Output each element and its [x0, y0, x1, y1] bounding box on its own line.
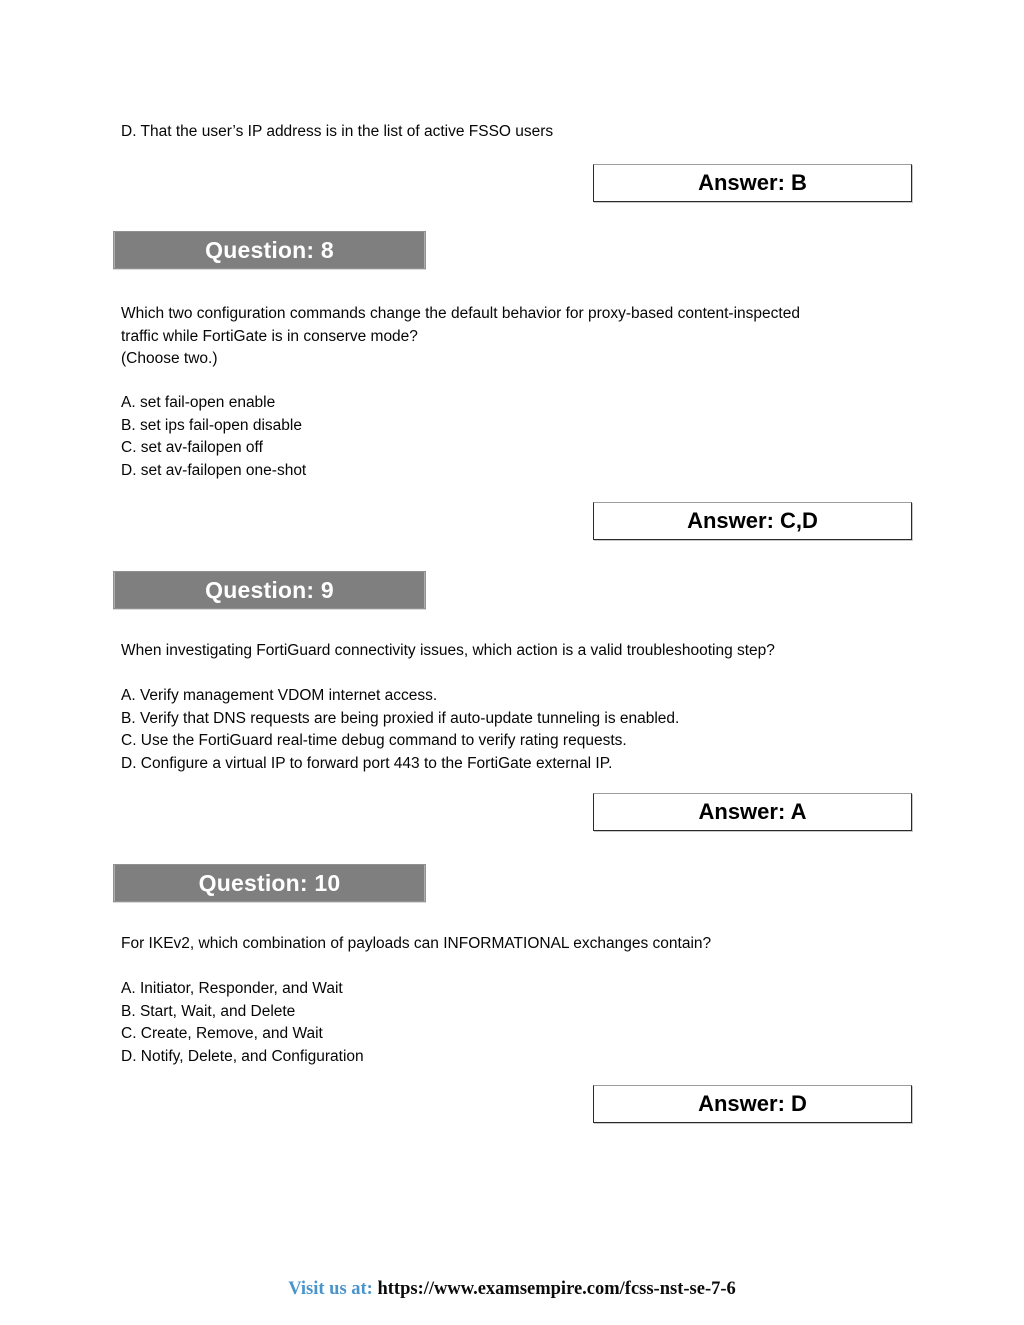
- option-c: C. set av-failopen off: [121, 439, 263, 456]
- option-a: A. set fail-open enable: [121, 394, 276, 411]
- footer-visit-label: Visit us at:: [288, 1279, 373, 1299]
- answer-box-carryover: Answer: B: [593, 164, 912, 202]
- option-d: D. Notify, Delete, and Configuration: [121, 1047, 364, 1065]
- question-8-header: Question: 8: [113, 231, 426, 269]
- footer: [0, 1279, 1024, 1300]
- option-d: D. set av-failopen one-shot: [121, 461, 307, 479]
- question-10-header: Question: 10: [113, 864, 426, 902]
- answer-box-q9: Answer: A: [593, 793, 912, 831]
- footer-url[interactable]: https://www.examsempire.com/fcss-nst-se-7-6: [377, 1279, 736, 1299]
- option-c: C. Create, Remove, and Wait: [121, 1025, 323, 1042]
- option-b: B. set ips fail-open disable: [121, 416, 302, 434]
- question-8-options: [121, 392, 306, 482]
- answer-box-q8: Answer: C,D: [593, 502, 912, 540]
- question-9-options: [121, 685, 679, 775]
- question-10-options: [121, 978, 364, 1068]
- question-9-header: Question: 9: [113, 571, 426, 609]
- question-8-body: [121, 303, 800, 371]
- option-b: B. Start, Wait, and Delete: [121, 1002, 296, 1020]
- carryover-option-d: D. That the user’s IP address is in the list of active FSSO users: [121, 123, 554, 140]
- question-10-body: [121, 933, 711, 956]
- question-text-line: Which two configuration commands change the default behavior for proxy-based content-inspected: [121, 305, 800, 322]
- option-b: B. Verify that DNS requests are being proxied if auto-update tunneling is enabled.: [121, 709, 680, 727]
- question-text-line: For IKEv2, which combination of payloads can INFORMATIONAL exchanges contain?: [121, 935, 712, 952]
- option-c: C. Use the FortiGuard real-time debug command to verify rating requests.: [121, 732, 627, 749]
- option-a: A. Verify management VDOM internet access.: [121, 687, 438, 704]
- question-text-line: traffic while FortiGate is in conserve mode?: [121, 327, 418, 345]
- question-text-line: (Choose two.): [121, 350, 218, 367]
- option-a: A. Initiator, Responder, and Wait: [121, 980, 343, 997]
- question-text-line: When investigating FortiGuard connectivity issues, which action is a valid troubleshooting step?: [121, 642, 775, 659]
- answer-box-q10: Answer: D: [593, 1085, 912, 1123]
- question-9-body: [121, 640, 775, 663]
- option-d: D. Configure a virtual IP to forward port 443 to the FortiGate external IP.: [121, 754, 613, 772]
